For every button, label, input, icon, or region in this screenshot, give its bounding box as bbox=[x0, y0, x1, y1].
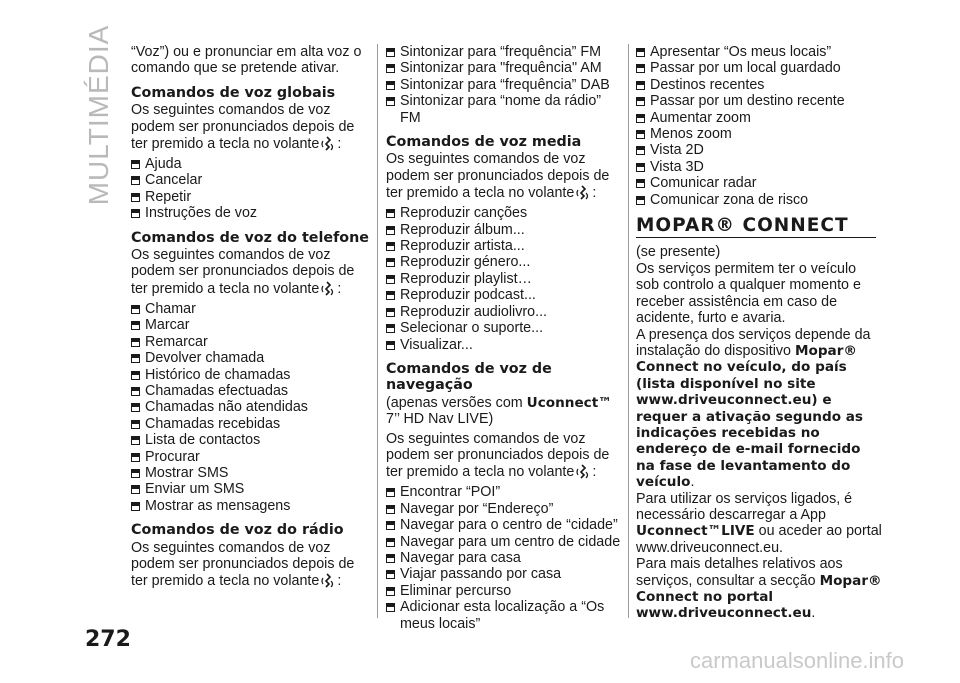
list-item: Aumentar zoom bbox=[636, 110, 882, 126]
list-item: Navegar para um centro de cidade bbox=[386, 534, 622, 550]
list-item: Mostrar as mensagens bbox=[131, 498, 371, 514]
heading-phone-commands: Comandos de voz do telefone bbox=[131, 229, 370, 246]
list-item: Enviar um SMS bbox=[131, 481, 371, 497]
intro-paragraph: “Voz”) ou e pronunciar em alta voz o comando que se pretende ativar. bbox=[131, 44, 362, 77]
list-item: Passar por um local guardado bbox=[636, 60, 882, 76]
list-item: Comunicar radar bbox=[636, 175, 882, 191]
column-divider bbox=[377, 44, 378, 618]
list-item: Histórico de chamadas bbox=[131, 367, 371, 383]
heading-global-commands: Comandos de voz globais bbox=[131, 84, 336, 101]
heading-media-commands: Comandos de voz media bbox=[386, 134, 582, 151]
list-item: Lista de contactos bbox=[131, 432, 371, 448]
list-item: Navegar para o centro de “cidade” bbox=[386, 517, 622, 533]
global-commands-text: Os seguintes comandos de voz podem ser pronunciados depois de ter premido a tecla no volante : bbox=[131, 102, 355, 153]
phone-commands-list bbox=[131, 301, 371, 514]
mopar-description: Os serviços permitem ter o veículo sob controlo a qualquer momento e receber assistência em caso de acidente, furto e avaria. bbox=[636, 260, 861, 327]
list-item: Procurar bbox=[131, 449, 371, 465]
watermark: carmanualsonline.info bbox=[690, 648, 905, 673]
column-3 bbox=[636, 44, 882, 622]
mopar-app-info: Para utilizar os serviços ligados, é necessário descarregar a App Uconnect™LIVE ou aceder ao portal www.driveuconnect.eu. bbox=[636, 490, 882, 556]
list-item: Chamadas efectuadas bbox=[131, 383, 371, 399]
list-item: Chamadas recebidas bbox=[131, 416, 371, 432]
list-item: Sintonizar para “nome da rádio” FM bbox=[386, 93, 622, 126]
list-item: Sintonizar para "frequência" AM bbox=[386, 60, 622, 76]
navigation-commands-list-continued bbox=[636, 44, 882, 208]
navigation-commands-list bbox=[386, 484, 622, 632]
heading-navigation-commands: Comandos de voz de navegação bbox=[386, 360, 552, 394]
list-item: Navegar para casa bbox=[386, 550, 622, 566]
list-item: Mostrar SMS bbox=[131, 465, 371, 481]
list-item: Marcar bbox=[131, 317, 371, 333]
mopar-details: Para mais detalhes relativos aos serviços, consultar a secção Mopar® Connect no portal www.driveuconnect.eu. bbox=[636, 556, 882, 622]
list-item: Adicionar esta localização a “Os meus locais” bbox=[386, 599, 622, 632]
list-item: Destinos recentes bbox=[636, 77, 882, 93]
list-item: Comunicar zona de risco bbox=[636, 192, 882, 208]
list-item: Sintonizar para “frequência” DAB bbox=[386, 77, 622, 93]
list-item: Reproduzir playlist… bbox=[386, 271, 622, 287]
list-item: Viajar passando por casa bbox=[386, 566, 622, 582]
voice-command-icon bbox=[576, 184, 590, 202]
list-item: Reproduzir canções bbox=[386, 205, 622, 221]
list-item: Reproduzir álbum... bbox=[386, 222, 622, 238]
section-side-label: MULTIMÉDIA bbox=[83, 24, 114, 206]
list-item: Passar por um destino recente bbox=[636, 93, 882, 109]
list-item: Reproduzir podcast... bbox=[386, 287, 622, 303]
list-item: Encontrar “POI” bbox=[386, 484, 622, 500]
phone-commands-text: Os seguintes comandos de voz podem ser pronunciados depois de ter premido a tecla no volante : bbox=[131, 247, 355, 297]
heading-radio-commands: Comandos de voz do rádio bbox=[131, 522, 344, 539]
column-1 bbox=[131, 44, 371, 593]
navigation-note: (apenas versões com Uconnect™ 7’’ HD Nav LIVE) bbox=[386, 394, 612, 428]
mopar-availability: (se presente) bbox=[636, 244, 721, 261]
navigation-commands-text: Os seguintes comandos de voz podem ser pronunciados depois de ter premido a tecla no volante : bbox=[386, 430, 610, 481]
media-commands-text: Os seguintes comandos de voz podem ser pronunciados depois de ter premido a tecla no volante : bbox=[386, 151, 610, 202]
voice-command-icon bbox=[321, 280, 335, 298]
list-item: Instruções de voz bbox=[131, 205, 371, 221]
list-item: Devolver chamada bbox=[131, 350, 371, 366]
voice-command-icon bbox=[576, 463, 590, 481]
voice-command-icon bbox=[321, 135, 335, 153]
list-item: Navegar por “Endereço” bbox=[386, 501, 622, 517]
list-item: Reproduzir audiolivro... bbox=[386, 304, 622, 320]
list-item: Menos zoom bbox=[636, 126, 882, 142]
media-commands-list bbox=[386, 205, 622, 353]
list-item: Visualizar... bbox=[386, 337, 622, 353]
list-item: Chamar bbox=[131, 301, 371, 317]
mopar-requirements: A presença dos serviços depende da instalação do dispositivo Mopar® Connect no veículo, do país (lista disponível no site www.driveuconnect.eu) e requer a ativação segundo as indicações recebidas no endereço de e-mail fornecido na fase de levantamento do veículo. bbox=[636, 326, 871, 491]
page-number: 272 bbox=[85, 627, 131, 652]
list-item: Remarcar bbox=[131, 334, 371, 350]
radio-commands-text: Os seguintes comandos de voz podem ser pronunciados depois de ter premido a tecla no volante : bbox=[131, 539, 355, 590]
list-item: Chamadas não atendidas bbox=[131, 399, 371, 415]
list-item: Reproduzir artista... bbox=[386, 238, 622, 254]
list-item: Sintonizar para “frequência” FM bbox=[386, 44, 622, 60]
radio-commands-list bbox=[386, 44, 622, 126]
list-item: Vista 2D bbox=[636, 142, 882, 158]
global-commands-list bbox=[131, 156, 371, 222]
list-item: Repetir bbox=[131, 189, 371, 205]
column-divider bbox=[628, 44, 629, 618]
list-item: Ajuda bbox=[131, 156, 371, 172]
mopar-connect-title: MOPAR® CONNECT bbox=[636, 218, 876, 238]
list-item: Vista 3D bbox=[636, 159, 882, 175]
list-item: Eliminar percurso bbox=[386, 583, 622, 599]
list-item: Apresentar “Os meus locais” bbox=[636, 44, 882, 60]
column-2 bbox=[386, 44, 622, 636]
list-item: Reproduzir género... bbox=[386, 254, 622, 270]
list-item: Cancelar bbox=[131, 172, 371, 188]
voice-command-icon bbox=[321, 572, 335, 590]
list-item: Selecionar o suporte... bbox=[386, 320, 622, 336]
